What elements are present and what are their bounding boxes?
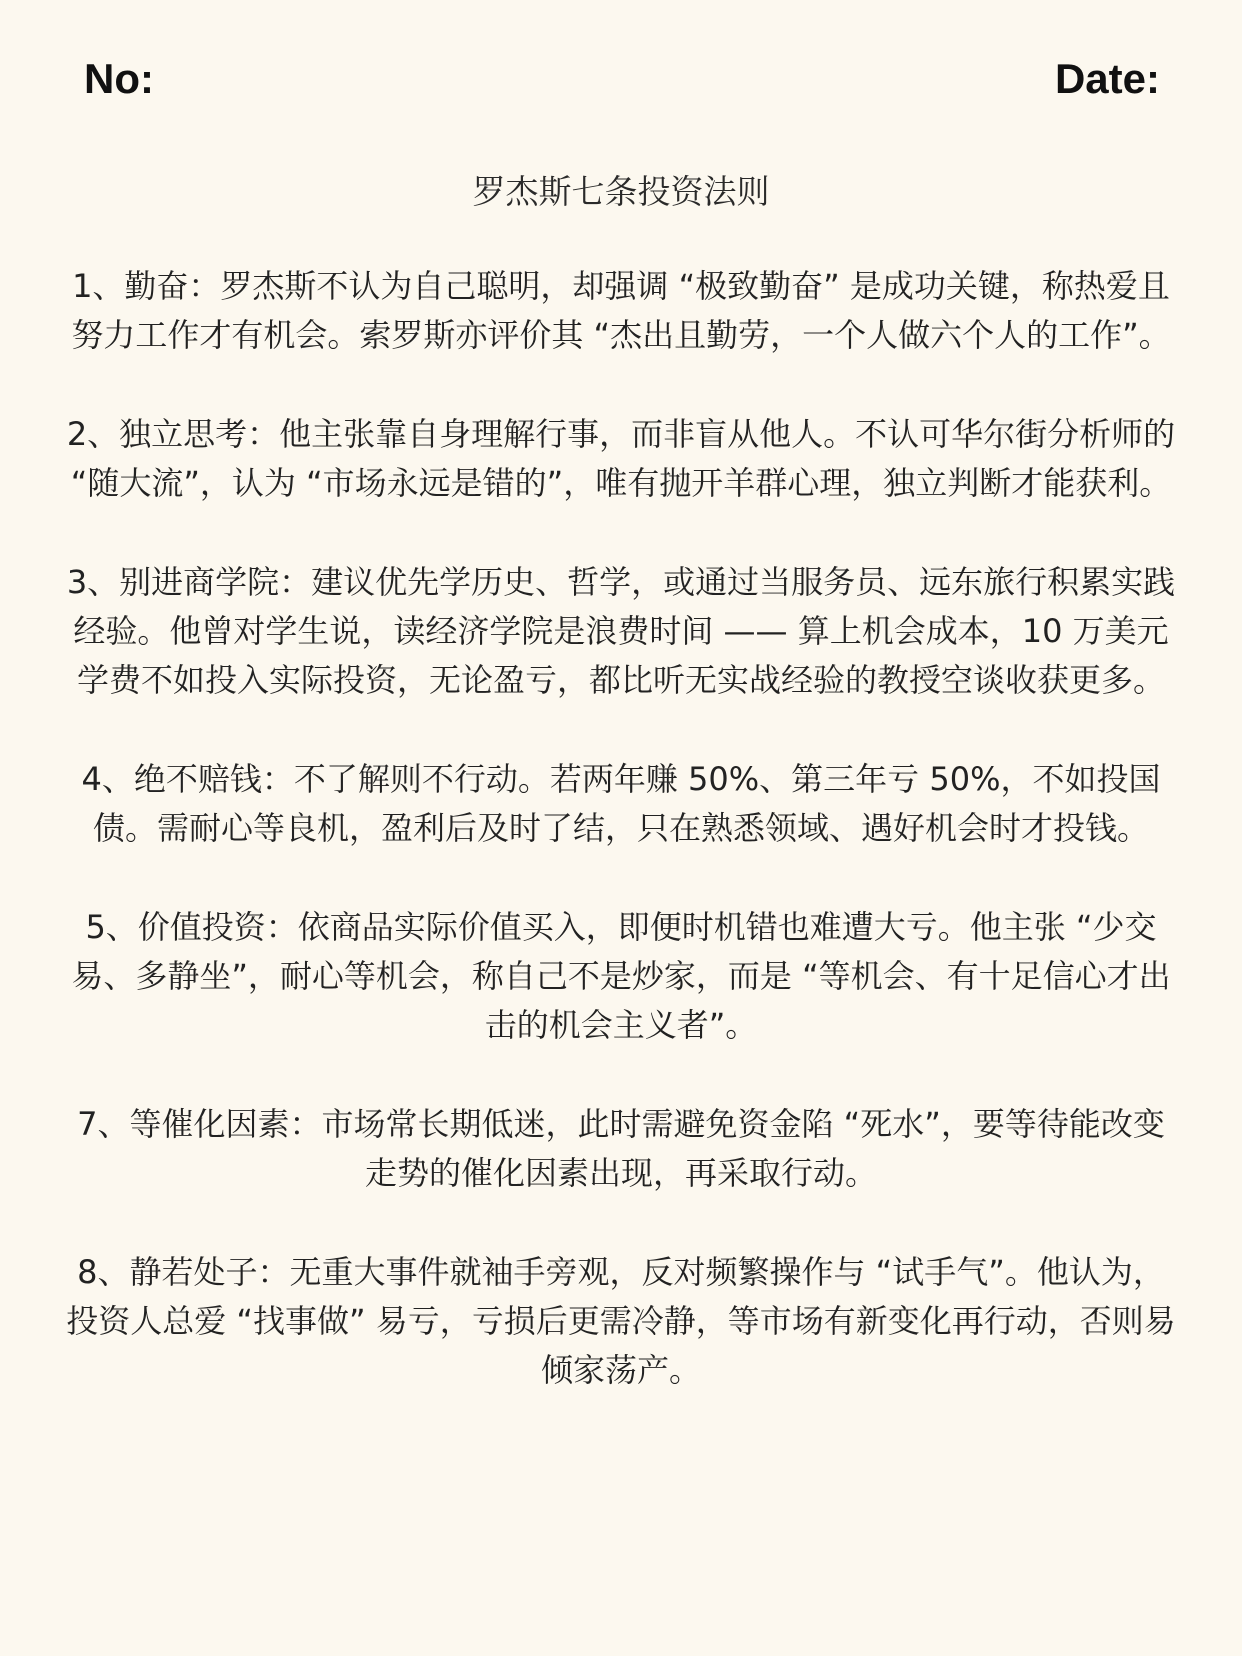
rule-item: 4、绝不赔钱：不了解则不行动。若两年赚 50%、第三年亏 50%，不如投国债。需耐心等良机，盈利后及时了结，只在熟悉领域、遇好机会时才投钱。	[81, 760, 1161, 847]
rule-item: 1、勤奋：罗杰斯不认为自己聪明，却强调 “极致勤奋” 是成功关键，称热爱且努力工作才有机会。索罗斯亦评价其 “杰出且勤劳，一个人做六个人的工作”。	[71, 267, 1171, 354]
date-label: Date:	[1054, 55, 1160, 102]
rules-list	[62, 262, 1180, 1445]
rule-item: 3、别进商学院：建议优先学历史、哲学，或通过当服务员、远东旅行积累实践经验。他曾对学生说，读经济学院是浪费时间 —— 算上机会成本，10 万美元学费不如投入实际投资，无论盈亏，都比听无实战经验的教授空谈收获更多。	[66, 563, 1176, 699]
page-title: 罗杰斯七条投资法则	[472, 172, 770, 211]
rule-item: 7、等催化因素：市场常长期低迷，此时需避免资金陷 “死水”，要等待能改变走势的催化因素出现，再采取行动。	[77, 1105, 1165, 1192]
rule-item: 5、价值投资：依商品实际价值买入，即便时机错也难遭大亏。他主张 “少交易、多静坐”，耐心等机会，称自己不是炒家，而是 “等机会、有十足信心才出击的机会主义者”。	[71, 908, 1171, 1044]
rule-item: 8、静若处子：无重大事件就袖手旁观，反对频繁操作与 “试手气”。他认为，投资人总爱 “找事做” 易亏，亏损后更需冷静，等市场有新变化再行动，否则易倾家荡产。	[66, 1253, 1176, 1389]
page-header	[84, 52, 1160, 106]
rule-item: 2、独立思考：他主张靠自身理解行事，而非盲从他人。不认可华尔街分析师的 “随大流”，认为 “市场永远是错的”，唯有抛开羊群心理，独立判断才能获利。	[66, 415, 1176, 502]
no-label: No:	[84, 55, 154, 102]
